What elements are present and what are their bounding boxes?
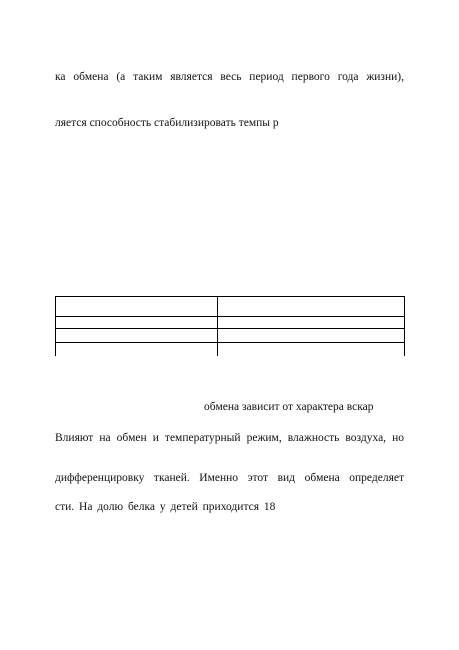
text-line-5: дифференцировку тканей. Именно этот вид обмена определяет — [55, 472, 404, 484]
table-cell — [56, 343, 218, 356]
table-cell — [218, 297, 405, 317]
table-row — [56, 329, 405, 343]
text-line-6: сти. На долю белка у детей приходится 18 — [55, 501, 276, 513]
table-cell — [56, 329, 218, 343]
data-table — [55, 296, 405, 356]
table-cell — [56, 317, 218, 329]
text-line-3: обмена зависит от характера вскар — [204, 401, 374, 413]
table-row — [56, 297, 405, 317]
table-cell — [56, 297, 218, 317]
table-row — [56, 343, 405, 356]
text-line-1: ка обмена (а таким является весь период первого года жизни), — [55, 71, 404, 83]
table-cell — [218, 317, 405, 329]
text-line-2: ляется способность стабилизировать темпы р — [55, 117, 279, 129]
table-cell — [218, 343, 405, 356]
table-row — [56, 317, 405, 329]
table-cell — [218, 329, 405, 343]
text-line-4: Влияют на обмен и температурный режим, влажность воздуха, но — [55, 432, 404, 444]
